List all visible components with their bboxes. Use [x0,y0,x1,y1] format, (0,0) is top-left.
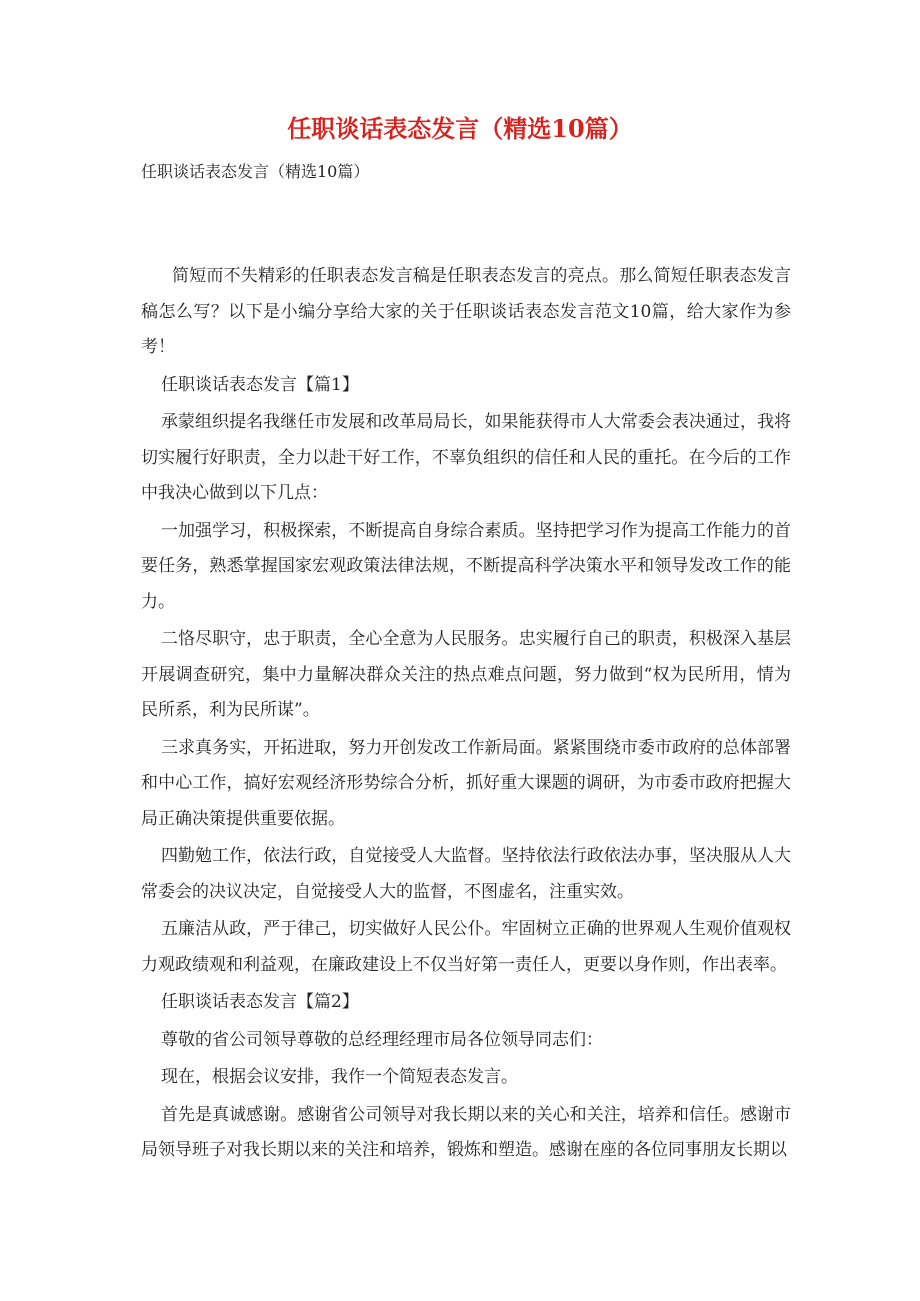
body-paragraph: 三求真务实，开拓进取，努力开创发改工作新局面。紧紧围绕市委市政府的总体部署和中心工作，搞好宏观经济形势综合分析，抓好重大课题的调研，为市委市政府把握大局正确决策提供重要依据。 [141,737,791,829]
body-paragraph: 一加强学习，积极探索，不断提高自身综合素质。坚持把学习作为提高工作能力的首要任务，熟悉掌握国家宏观政策法律法规，不断提高科学决策水平和领导发改工作的能力。 [141,520,791,612]
body-paragraph: 四勤勉工作，依法行政，自觉接受人大监督。坚持依法行政依法办事，坚决服从人大常委会的决议决定，自觉接受人大的监督，不图虚名，注重实效。 [141,846,791,902]
document-subtitle: 任职谈话表态发言（精选10篇） [141,162,370,181]
body-paragraph: 承蒙组织提名我继任市发展和改革局局长，如果能获得市人大常委会表决通过，我将切实履行好职责，全力以赴干好工作，不辜负组织的信任和人民的重托。在今后的工作中我决心做到以下几点： [141,412,791,503]
body-paragraph: 五廉洁从政，严于律己，切实做好人民公仆。牢固树立正确的世界观人生观价值观权力观政绩观和利益观，在廉政建设上不仅当好第一责任人，更要以身作则，作出表率。 [141,919,791,975]
intro-paragraph: 简短而不失精彩的任职表态发言稿是任职表态发言的亮点。那么简短任职表态发言稿怎么写？以下是小编分享给大家的关于任职谈话表态发言范文10篇，给大家作为参考！ [141,266,791,357]
body-paragraph: 现在，根据会议安排，我作一个简短表态发言。 [161,1067,518,1087]
document-title: 任职谈话表态发言（精选10篇） [287,114,633,143]
body-paragraph: 首先是真诚感谢。感谢省公司领导对我长期以来的关心和关注，培养和信任。感谢市局领导班子对我长期以来的关注和培养，锻炼和塑造。感谢在座的各位同事朋友长期以 [141,1104,791,1160]
section-heading-1: 任职谈话表态发言【篇1】 [161,374,359,395]
body-paragraph: 二恪尽职守，忠于职责，全心全意为人民服务。忠实履行自己的职责，积极深入基层开展调查研究，集中力量解决群众关注的热点难点问题，努力做到“权为民所用，情为民所系，利为民所谋”。 [141,629,791,720]
document-body [141,259,791,1171]
body-paragraph: 尊敬的省公司领导尊敬的总经理经理市局各位领导同志们： [161,1029,603,1050]
section-heading-2: 任职谈话表态发言【篇2】 [161,992,359,1012]
